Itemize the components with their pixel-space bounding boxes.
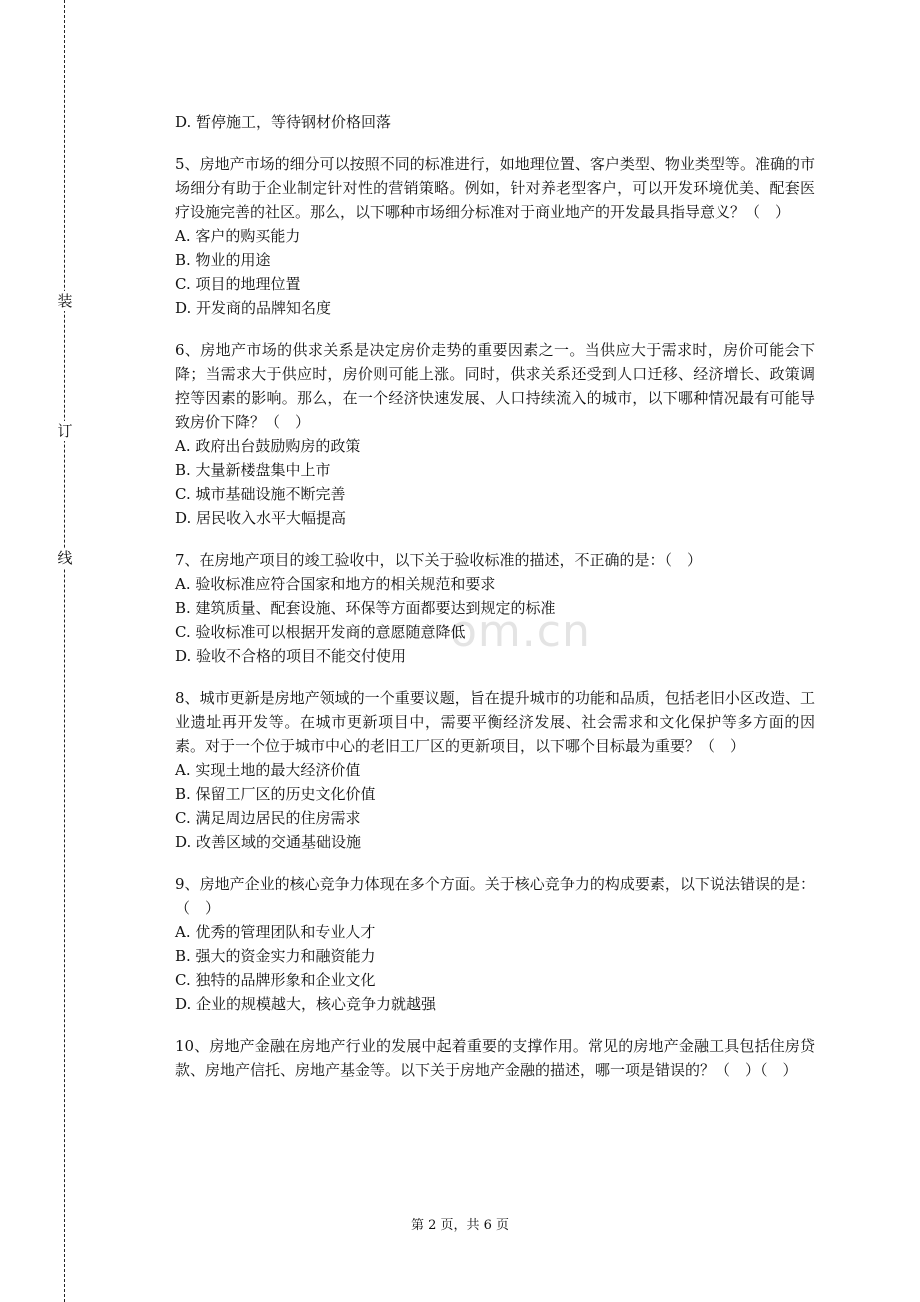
question-9	[175, 872, 815, 1016]
option-item: D. 开发商的品牌知名度	[175, 299, 332, 317]
question-4-tail	[175, 110, 815, 134]
option-item: D. 改善区域的交通基础设施	[175, 833, 362, 851]
question-stem: 8、城市更新是房地产领域的一个重要议题，旨在提升城市的功能和品质，包括老旧小区改造、工业遗址再开发等。在城市更新项目中，需要平衡经济发展、社会需求和文化保护等多方面的因素。对于一个位于城市中心的老旧工厂区的更新项目，以下哪个目标最为重要？（ ）	[175, 689, 815, 755]
question-stem: 9、房地产企业的核心竞争力体现在多个方面。关于核心竞争力的构成要素，以下说法错误的是：（ ）	[175, 875, 815, 917]
page-footer: 第 2 页，共 6 页	[410, 1218, 510, 1233]
option-item: C. 项目的地理位置	[175, 275, 301, 293]
option-item: B. 强大的资金实力和融资能力	[175, 947, 376, 965]
option-item: A. 验收标准应符合国家和地方的相关规范和要求	[175, 575, 496, 593]
binding-char-ding: 订	[57, 422, 73, 440]
option-item: A. 政府出台鼓励购房的政策	[175, 437, 361, 455]
question-stem: 7、在房地产项目的竣工验收中，以下关于验收标准的描述，不正确的是：（ ）	[175, 551, 703, 569]
option-item: A. 优秀的管理团队和专业人才	[175, 923, 376, 941]
question-10	[175, 1034, 815, 1082]
option-item: C. 独特的品牌形象和企业文化	[175, 971, 376, 989]
question-6	[175, 338, 815, 530]
question-stem: 5、房地产市场的细分可以按照不同的标准进行，如地理位置、客户类型、物业类型等。准确的市场细分有助于企业制定针对性的营销策略。例如，针对养老型客户，可以开发环境优美、配套医疗设施完善的社区。那么，以下哪种市场细分标准对于商业地产的开发最具指导意义？（ ）	[175, 155, 815, 221]
question-8	[175, 686, 815, 854]
option-item: D. 企业的规模越大，核心竞争力就越强	[175, 995, 437, 1013]
option-item: D. 验收不合格的项目不能交付使用	[175, 647, 407, 665]
binding-dashed-line	[64, 0, 65, 1302]
option-item: B. 建筑质量、配套设施、环保等方面都要达到规定的标准	[175, 599, 556, 617]
option-item: D. 暂停施工，等待钢材价格回落	[175, 113, 392, 131]
exam-content	[175, 110, 815, 1100]
option-item: C. 验收标准可以根据开发商的意愿随意降低	[175, 623, 466, 641]
option-item: B. 保留工厂区的历史文化价值	[175, 785, 376, 803]
question-7	[175, 548, 815, 668]
option-item: A. 客户的购买能力	[175, 227, 301, 245]
option-item: A. 实现土地的最大经济价值	[175, 761, 361, 779]
question-stem: 10、房地产金融在房地产行业的发展中起着重要的支撑作用。常见的房地产金融工具包括住房贷款、房地产信托、房地产基金等。以下关于房地产金融的描述，哪一项是错误的？（ ）（ ）	[175, 1037, 815, 1079]
option-item: D. 居民收入水平大幅提高	[175, 509, 347, 527]
option-item: C. 满足周边居民的住房需求	[175, 809, 361, 827]
binding-char-xian: 线	[57, 549, 73, 567]
question-stem: 6、房地产市场的供求关系是决定房价走势的重要因素之一。当供应大于需求时，房价可能会下降；当需求大于供应时，房价则可能上涨。同时，供求关系还受到人口迁移、经济增长、政策调控等因素的影响。那么，在一个经济快速发展、人口持续流入的城市，以下哪种情况最有可能导致房价下降？（ ）	[175, 341, 815, 431]
option-item: B. 大量新楼盘集中上市	[175, 461, 331, 479]
question-5	[175, 152, 815, 320]
option-item: B. 物业的用途	[175, 251, 271, 269]
binding-char-zhuang: 装	[57, 292, 73, 310]
option-item: C. 城市基础设施不断完善	[175, 485, 346, 503]
watermark: om.cn	[450, 606, 591, 657]
